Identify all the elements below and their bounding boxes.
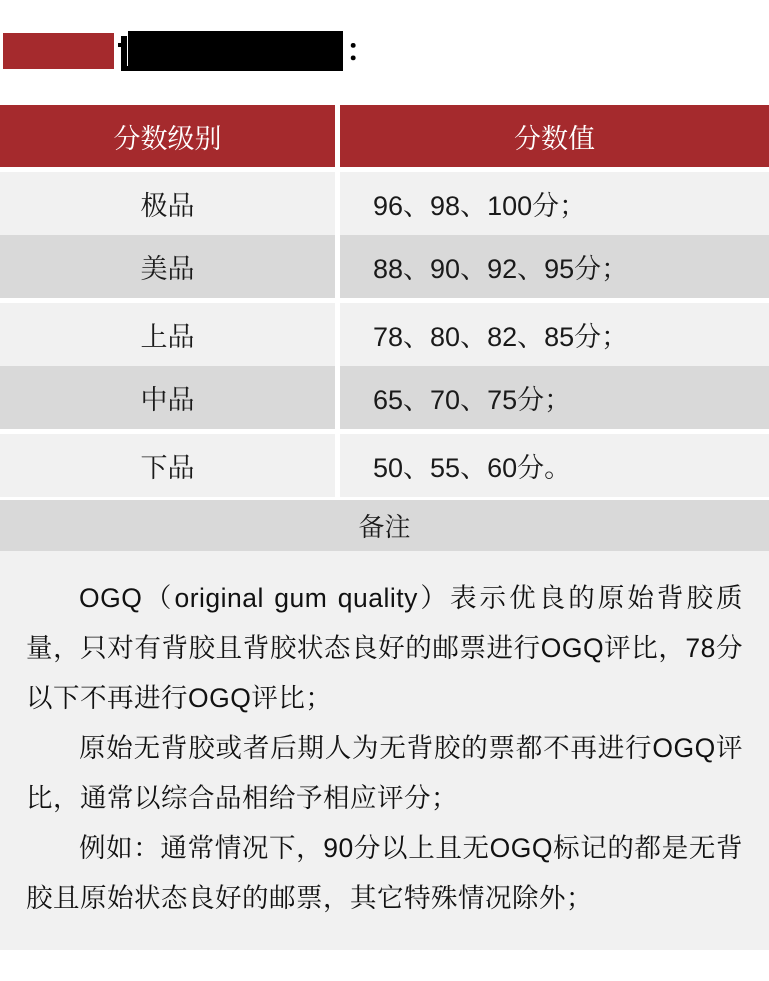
level-cell: 美品 [0, 235, 335, 298]
value-cell: 65、70、75分； [340, 366, 769, 429]
column-header-value: 分数值 [340, 105, 769, 167]
level-cell: 中品 [0, 366, 335, 429]
title-marker-block [3, 33, 114, 69]
score-table [0, 105, 769, 551]
partially-covered-character [121, 36, 127, 66]
column-header-level: 分数级别 [0, 105, 335, 167]
table-row [0, 172, 769, 235]
remark-paragraph: OGQ（original gum quality）表示优良的原始背胶质量，只对有背胶且背胶状态良好的邮票进行OGQ评比，78分以下不再进行OGQ评比； [26, 583, 743, 713]
value-cell: 88、90、92、95分； [340, 235, 769, 298]
page-header [3, 31, 769, 71]
level-cell: 下品 [0, 434, 335, 497]
table-row [0, 235, 769, 298]
table-row [0, 366, 769, 429]
page [0, 31, 769, 981]
table-header-row [0, 105, 769, 167]
redacted-title-box [128, 31, 343, 71]
level-cell: 极品 [0, 172, 335, 235]
table-row [0, 434, 769, 497]
value-cell: 96、98、100分； [340, 172, 769, 235]
table-footer-remark-label: 备注 [0, 500, 769, 551]
value-cell: 78、80、82、85分； [340, 303, 769, 366]
remarks-section [0, 551, 769, 950]
value-cell: 50、55、60分。 [340, 434, 769, 497]
table-row [0, 303, 769, 366]
remark-paragraph: 原始无背胶或者后期人为无背胶的票都不再进行OGQ评比，通常以综合品相给予相应评分； [26, 733, 743, 813]
remark-paragraph: 例如：通常情况下，90分以上且无OGQ标记的都是无背胶且原始状态良好的邮票，其它特殊情况除外； [26, 833, 743, 913]
title-colon: ： [346, 33, 377, 68]
level-cell: 上品 [0, 303, 335, 366]
